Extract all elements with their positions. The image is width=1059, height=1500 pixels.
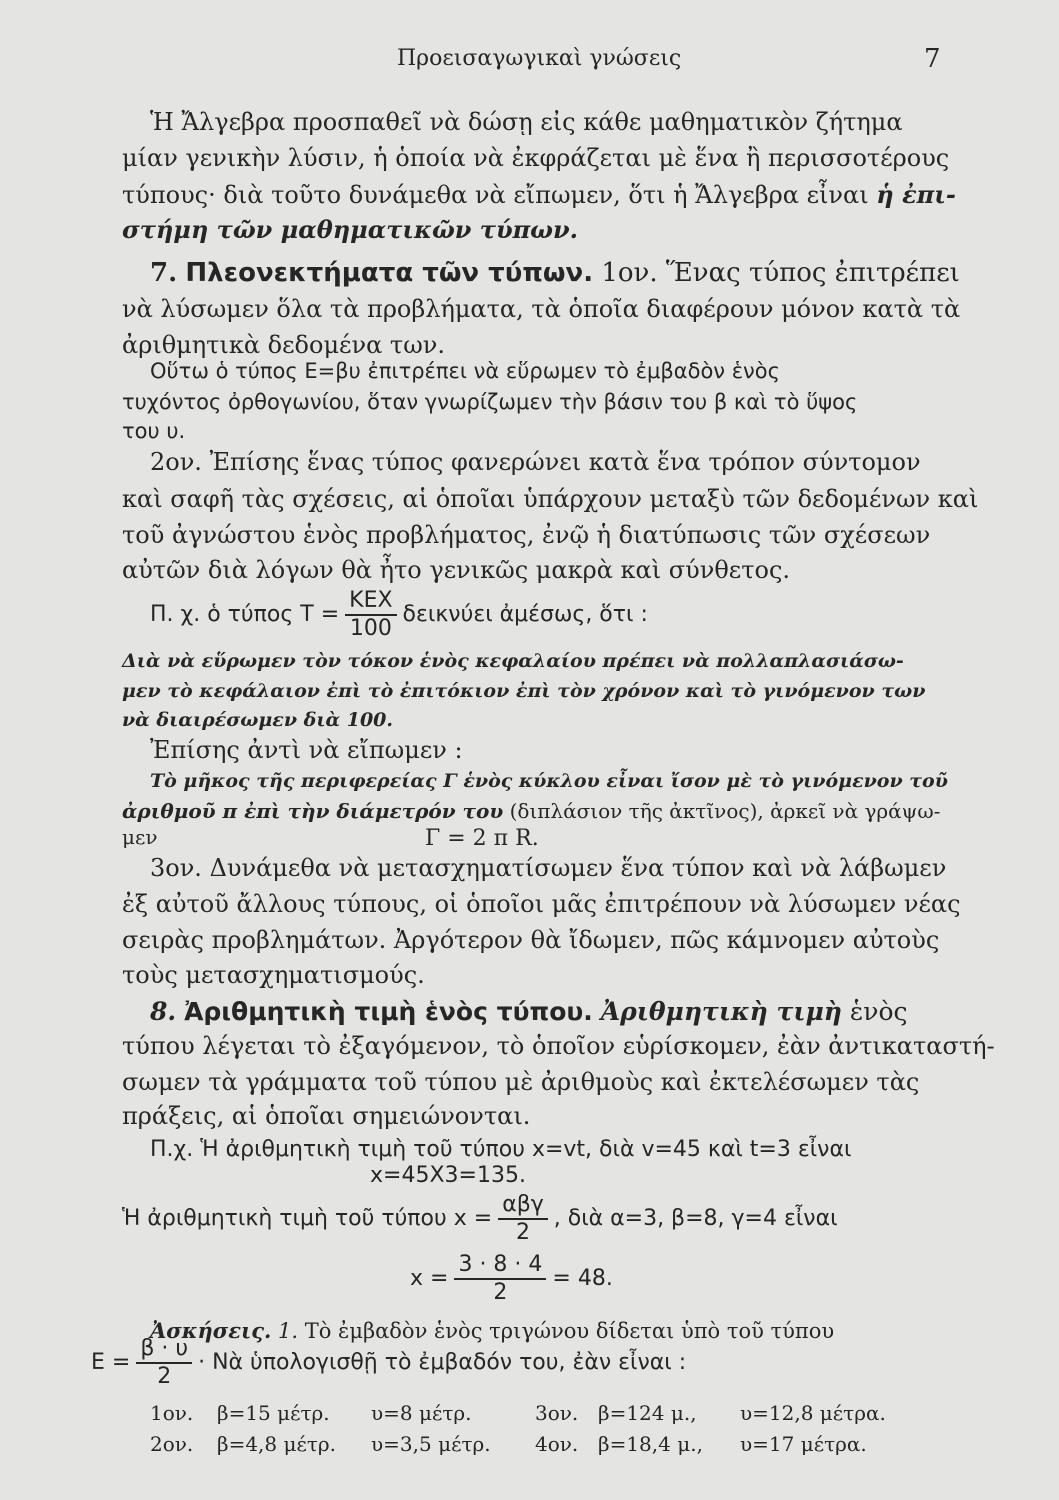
section-7-heading: 7. Πλεονεκτήματα τῶν τύπων. 1ον. Ἕνας τύπος ἐπιτρέπει <box>150 258 960 288</box>
point-2-line-1: 2ον. Ἐπίσης ἕνας τύπος φανερώνει κατὰ ἕνα τρόπον σύντομον <box>150 448 921 476</box>
point-2-line-2: καὶ σαφῆ τὰς σχέσεις, αἱ ὁποῖαι ὑπάρχουν μεταξὺ τῶν δεδομένων καὶ <box>122 485 979 513</box>
interest-fraction: $\frac{\text{ΚΕΧ}}{100}$ <box>345 588 396 642</box>
area-example-line-3: του υ. <box>122 419 186 443</box>
circumference-line-2: ἀριθμοῦ π ἐπὶ τὴν διάμετρόν του (διπλάσιον τῆς ἀκτῖνος), ἀρκεῖ νὰ γράψω- <box>122 799 941 823</box>
triangle-fraction: $\frac{\beta \cdot \upsilon}{2}$ <box>136 1336 192 1390</box>
triangle-formula-line: Ε = $\frac{\beta \cdot \upsilon}{2}$ · Νὰ ὑπολογισθῇ τὸ ἐμβαδόν του, ἐὰν εἶναι : <box>91 1336 687 1389</box>
product-formula-line: Ἡ ἀριθμητικὴ τιμὴ τοῦ τύπου x = $\frac{\text{αβγ}}{2}$ , διὰ α=3, β=8, γ=4 εἶναι <box>122 1192 838 1245</box>
intro-line-2: μίαν γενικὴν λύσιν, ἡ ὁποία νὰ ἐκφράζεται μὲ ἕνα ἢ περισσοτέρους <box>122 144 950 172</box>
interest-rule-line-1: Διὰ νὰ εὕρωμεν τὸν τόκον ἑνὸς κεφαλαίου πρέπει νὰ πολλαπλασιάσω- <box>122 650 904 672</box>
interest-rule-line-2: μεν τὸ κεφάλαιον ἐπὶ τὸ ἐπιτόκιον ἐπὶ τὸν χρόνον καὶ τὸ γινόμενον των <box>122 680 926 702</box>
point-3-line-4: τοὺς μετασχηματισμούς. <box>122 961 425 989</box>
point-3-line-1: 3ον. Δυνάμεθα νὰ μετασχηματίσωμεν ἕνα τύπον καὶ νὰ λάβωμεν <box>150 854 947 882</box>
intro-line-1: Ἡ Ἄλγεβρα προσπαθεῖ νὰ δώσῃ εἰς κάθε μαθηματικὸν ζήτημα <box>150 108 903 136</box>
point-2-line-3: τοῦ ἀγνώστου ἑνὸς προβλήματος, ἐνῷ ἡ διατύπωσις τῶν σχέσεων <box>122 521 931 549</box>
section-8-line-3: σωμεν τὰ γράμματα τοῦ τύπου μὲ ἀριθμοὺς καὶ ἐκτελέσωμεν τὰς <box>122 1068 920 1096</box>
velocity-example: Π.χ. Ἡ ἀριθμητικὴ τιμὴ τοῦ τύπου x=vt, διὰ v=45 καὶ t=3 εἶναι <box>150 1137 852 1162</box>
circumference-line-1: Τὸ μῆκος τῆς περιφερείας Γ ἑνὸς κύκλου εἶναι ἴσον μὲ τὸ γινόμενον τοῦ <box>150 770 948 792</box>
interest-formula-line: Π. χ. ὁ τύπος Τ = $\frac{\text{ΚΕΧ}}{100}$ δεικνύει ἀμέσως, ὅτι : <box>150 588 648 641</box>
book-page: Προεισαγωγικαὶ γνώσεις 7 Ἡ Ἄλγεβρα προσπαθεῖ νὰ δώσῃ εἰς κάθε μαθηματικὸν ζήτημα μίαν γενικὴν λύσιν, ἡ ὁποία νὰ ἐκφράζεται μὲ ἕνα ἢ περισσοτέρους τύπους· διὰ τοῦτο δυνάμεθα νὰ εἴπωμεν, ὅτι ἡ Ἄλγεβρα εἶναι ἡ ἐπι- στήμη τῶν μαθηματικῶν τύπων. 7. Πλεονεκτήματα τῶν τύπων. 1ον. Ἕνας τύπος ἐπιτρέπει νὰ λύσωμεν ὅλα τὰ προβλήματα, τὰ ὁποῖα διαφέρουν μόνον κατὰ τὰ ἀριθμητικὰ δεδομένα των. Οὕτω ὁ τύπος Ε=βυ ἐπιτρέπει νὰ εὕρωμεν τὸ ἐμβαδὸν ἑνὸς τυχόντος ὀρθογωνίου, ὅταν γνωρίζωμεν τὴν βάσιν του β καὶ τὸ ὕψος του υ. 2ον. Ἐπίσης ἕνας τύπος φανερώνει κατὰ ἕνα τρόπον σύντομον καὶ σαφῆ τὰς σχέσεις, αἱ ὁποῖαι ὑπάρχουν μεταξὺ τῶν δεδομένων καὶ τοῦ ἀγνώστου ἑνὸς προβλήματος, ἐνῷ ἡ διατύπωσις τῶν σχέσεων αὐτῶν διὰ λόγων θὰ ἦτο γενικῶς μακρὰ καὶ σύνθετος. Π. χ. ὁ τύπος Τ = $\frac{\text{ΚΕΧ}}{100}$ δεικνύει ἀμέσως, ὅτι : Διὰ νὰ εὕρωμεν τὸν τόκον ἑνὸς κεφαλαίου πρέπει νὰ πολλαπλασιάσω- μεν τὸ κεφάλαιον ἐπὶ τὸ ἐπιτόκιον ἐπὶ τὸν χρόνον καὶ τὸ γινόμενον των νὰ διαιρέσωμεν διὰ 100. Ἐπίσης ἀντὶ νὰ εἴπωμεν : Τὸ μῆκος τῆς περιφερείας Γ ἑνὸς κύκλου εἶναι ἴσον μὲ τὸ γινόμενον τοῦ ἀριθμοῦ π ἐπὶ τὴν διάμετρόν του (διπλάσιον τῆς ἀκτῖνος), ἀρκεῖ νὰ γράψω- μεν Γ = 2 π R. 3ον. Δυνάμεθα νὰ μετασχηματίσωμεν ἕνα τύπον καὶ νὰ λάβωμεν ἐξ αὐτοῦ ἄλλους τύπους, οἱ ὁποῖοι μᾶς ἐπιτρέπουν νὰ λύσωμεν νέας σειρὰς προβλημάτων. Ἀργότερον θὰ ἴδωμεν, πῶς κάμνομεν αὐτοὺς τοὺς μετασχηματισμούς. 8. Ἀριθμητικὴ τιμὴ ἑνὸς τύπου. Ἀριθμητικὴ τιμὴ ἑνὸς τύπου λέγεται τὸ ἐξαγόμενον, τὸ ὁποῖον εὑρίσκομεν, ἐὰν ἀντικαταστή- σωμεν τὰ γράμματα τοῦ τύπου μὲ ἀριθμοὺς καὶ ἐκτελέσωμεν τὰς πράξεις, αἱ ὁποῖαι σημειώνονται. Π.χ. Ἡ ἀριθμητικὴ τιμὴ τοῦ τύπου x=vt, διὰ v=45 καὶ t=3 εἶναι x=45Χ3=135. Ἡ ἀριθμητικὴ τιμὴ τοῦ τύπου x = $\frac{\text{αβγ}}{2}$ , διὰ α=3, β=8, γ=4 εἶναι x = $\frac{3 \cdot 8 \cdot 4}{2}$ = 48. Ἀσκήσεις. 1. Τὸ ἐμβαδὸν ἑνὸς τριγώνου δίδεται ὑπὸ τοῦ τύπου Ε = $\frac{\beta \cdot \upsilon}{2}$ · Νὰ ὑπολογισθῇ τὸ ἐμβαδόν του, ἐὰν εἶναι : 1ον. β=15 μέτρ. υ=8 μέτρ. 3ον. β=124 μ., υ=12,8 μέτρα. 2ον. β=4,8 μέτρ. υ=3,5 μέτρ. 4ον. β=18,4 μ., υ=17 μέτρα. <box>91 44 995 1456</box>
area-example-line-2: τυχόντος ὀρθογωνίου, ὅταν γνωρίζωμεν τὴν βάσιν του β καὶ τὸ ὕψος <box>122 390 858 414</box>
product-result-fraction: $\frac{3 \cdot 8 \cdot 4}{2}$ <box>454 1252 546 1306</box>
area-example-line-1: Οὕτω ὁ τύπος Ε=βυ ἐπιτρέπει νὰ εὕρωμεν τὸ ἐμβαδὸν ἑνὸς <box>150 359 780 383</box>
intro-line-3: τύπους· διὰ τοῦτο δυνάμεθα νὰ εἴπωμεν, ὅτι ἡ Ἄλγεβρα εἶναι ἡ ἐπι- <box>122 180 956 209</box>
circumference-line-3: μεν <box>122 825 158 849</box>
section-7-line-3: ἀριθμητικὰ δεδομένα των. <box>122 331 445 359</box>
section-8-line-4: πράξεις, αἱ ὁποῖαι σημειώνονται. <box>122 1102 531 1130</box>
point-2-line-4: αὐτῶν διὰ λόγων θὰ ἦτο γενικῶς μακρὰ καὶ σύνθετος. <box>122 556 791 584</box>
section-8-heading: 8. Ἀριθμητικὴ τιμὴ ἑνὸς τύπου. Ἀριθμητικὴ τιμὴ ἑνὸς <box>150 997 908 1026</box>
also-instead-line: Ἐπίσης ἀντὶ νὰ εἴπωμεν : <box>150 736 463 764</box>
point-3-line-2: ἐξ αὐτοῦ ἄλλους τύπους, οἱ ὁποῖοι μᾶς ἐπιτρέπουν νὰ λύσωμεν νέας <box>122 890 961 918</box>
product-fraction: $\frac{\text{αβγ}}{2}$ <box>498 1192 548 1246</box>
product-result-line: x = $\frac{3 \cdot 8 \cdot 4}{2}$ = 48. <box>410 1252 613 1305</box>
intro-line-4: στήμη τῶν μαθηματικῶν τύπων. <box>122 215 579 244</box>
circumference-formula: Γ = 2 π R. <box>425 826 539 851</box>
velocity-result: x=45Χ3=135. <box>370 1163 526 1188</box>
point-3-line-3: σειρὰς προβλημάτων. Ἀργότερον θὰ ἴδωμεν, πῶς κάμνομεν αὐτοὺς <box>122 926 940 954</box>
exercise-1-line: Ἀσκήσεις. 1. Τὸ ἐμβαδὸν ἑνὸς τριγώνου δίδεται ὑπὸ τοῦ τύπου <box>150 1318 835 1343</box>
running-header: Προεισαγωγικαὶ γνώσεις <box>397 46 682 71</box>
page-number: 7 <box>924 44 941 74</box>
section-8-line-2: τύπου λέγεται τὸ ἐξαγόμενον, τὸ ὁποῖον εὑρίσκομεν, ἐὰν ἀντικαταστή- <box>122 1032 995 1060</box>
interest-rule-line-3: νὰ διαιρέσωμεν διὰ 100. <box>122 709 394 731</box>
section-7-line-2: νὰ λύσωμεν ὅλα τὰ προβλήματα, τὰ ὁποῖα διαφέρουν μόνον κατὰ τὰ <box>122 295 961 323</box>
